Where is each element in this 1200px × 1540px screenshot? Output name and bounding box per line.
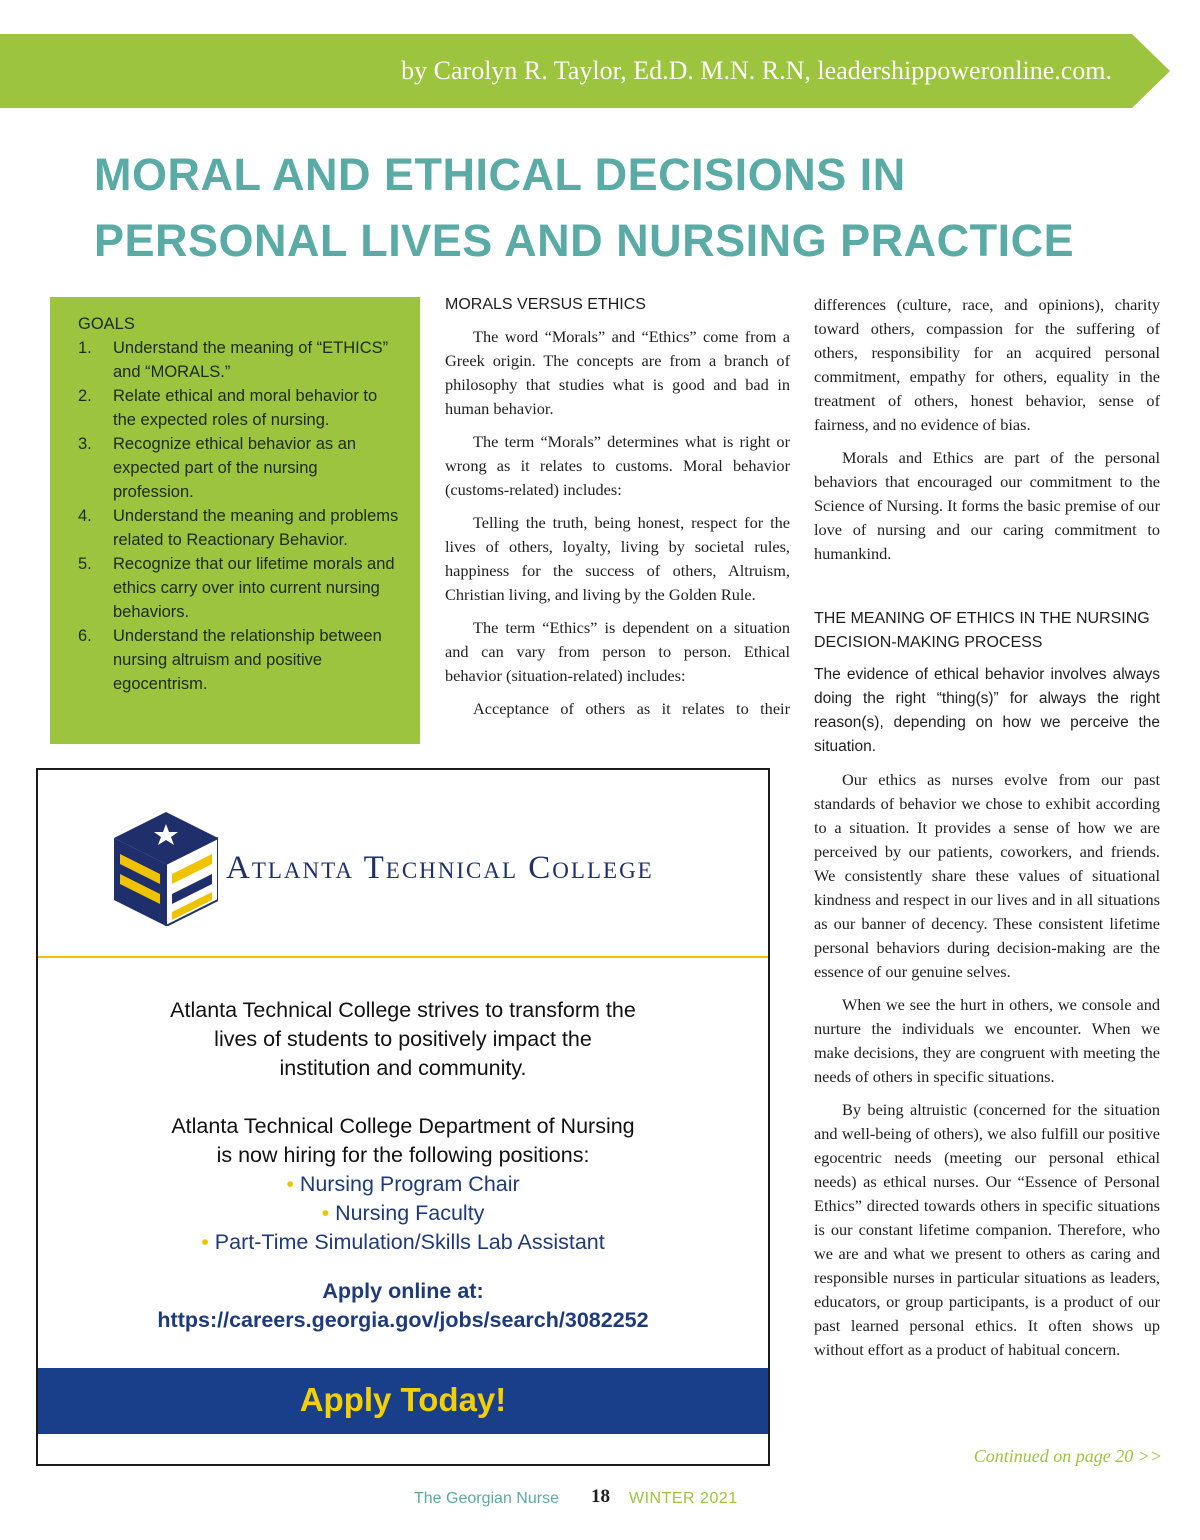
issue-date: WINTER 2021 (629, 1490, 738, 1507)
article-title-line-2: PERSONAL LIVES AND NURSING PRACTICE (94, 215, 1075, 266)
body-paragraph: Morals and Ethics are part of the personal behaviors that encouraged our commitment to the Science of Nursing. It forms the basic premise of our love of nursing and our caring commitment to humankind. (814, 448, 1160, 563)
goal-text: Understand the relationship between nursing altruism and positive egocentrism. (113, 627, 382, 693)
goal-item (78, 624, 402, 696)
ad-divider (38, 956, 768, 958)
mission-line: institution and community. (279, 1056, 527, 1080)
goal-number: 3. (78, 435, 92, 453)
college-name: Atlanta Technical College (226, 850, 654, 886)
bullet-icon: • (286, 1172, 294, 1196)
goal-item (78, 432, 402, 504)
college-logo-icon (114, 812, 218, 926)
hiring-line: is now hiring for the following positions: (216, 1143, 590, 1167)
author-byline: by Carolyn R. Taylor, Ed.D. M.N. R.N, leadershippoweronline.com. (401, 56, 1112, 85)
page-footer (0, 1486, 1200, 1514)
bullet-icon: • (321, 1201, 330, 1225)
body-paragraph: Our ethics as nurses evolve from our past standards of behavior we chose to exhibit according to a situation. It provides a sense of how we are perceived by our patients, coworkers, and friends. We consistently share these values of situational kindness and respect in our lives and in all situations as our banner of decency. These consistent lifetime personal behaviors during decision-making are the essence of our genuine selves. (814, 770, 1160, 981)
body-paragraph: Acceptance of others as it relates to their (473, 699, 790, 718)
position-item: • Nursing Faculty (321, 1201, 485, 1225)
goal-number: 2. (78, 387, 92, 405)
goal-number: 4. (78, 507, 92, 525)
right-column (814, 293, 1160, 1371)
goal-text: Relate ethical and moral behavior to the expected roles of nursing. (113, 387, 378, 429)
body-paragraph: By being altruistic (concerned for the situation and well-being of others), we also fulfill our positive egocentric needs (meeting our personal ethical needs) as ethical nurses. Our “Essence of Personal Ethics” directed towards others in specific situations is our constant lifetime companion. Therefore, who we are and what we present to others as caring and responsible nurses in particular situations as leaders, educators, or group participants, is a product of our past learned personal ethics. It often shows up without effort as a product of habitual concern. (814, 1100, 1160, 1359)
article-title-line-1: MORAL AND ETHICAL DECISIONS IN (94, 149, 906, 200)
goal-number: 1. (78, 339, 92, 357)
mission-line: Atlanta Technical College strives to transform the (170, 998, 636, 1022)
goal-number: 5. (78, 555, 92, 573)
publication-name: The Georgian Nurse (414, 1490, 559, 1507)
goals-heading: GOALS (78, 315, 135, 333)
apply-today-banner: Apply Today! (38, 1368, 768, 1434)
goal-item (78, 552, 402, 624)
atlanta-technical-college-ad (36, 768, 770, 1466)
section-heading-meaning-of-ethics: THE MEANING OF ETHICS IN THE NURSING DECISION-MAKING PROCESS (814, 610, 1150, 651)
apply-label: Apply online at: (322, 1279, 484, 1303)
position-item: • Nursing Program Chair (286, 1172, 520, 1196)
goal-item (78, 384, 402, 432)
goal-text: Understand the meaning and problems related to Reactionary Behavior. (113, 507, 399, 549)
body-paragraph: The term “Ethics” is dependent on a situation and can vary from person to person. Ethical behavior (situation-related) includes: (445, 618, 790, 685)
goal-item (78, 336, 402, 384)
body-paragraph: When we see the hurt in others, we console and nurture the individuals we encounter. When we make decisions, they are congruent with meeting the needs of others in specific situations. (814, 995, 1160, 1086)
apply-url-link[interactable]: https://careers.georgia.gov/jobs/search/3082252 (157, 1308, 649, 1332)
bullet-icon: • (201, 1230, 209, 1254)
article-title (94, 142, 1154, 274)
body-paragraph: differences (culture, race, and opinions), charity toward others, compassion for the suffering of others, responsibility for an acquired personal commitment, empathy for others, equality in the treatment of others, honest behavior, sense of fairness, and no evidence of bias. (814, 295, 1160, 434)
section-heading-morals-vs-ethics: MORALS VERSUS ETHICS (445, 296, 646, 313)
goal-number: 6. (78, 627, 92, 645)
goal-item (78, 504, 402, 552)
body-paragraph: The term “Morals” determines what is right or wrong as it relates to customs. Moral behavior (customs-related) includes: (445, 432, 790, 499)
hiring-line: Atlanta Technical College Department of Nursing (171, 1114, 635, 1138)
page-number: 18 (591, 1486, 610, 1507)
continued-note: Continued on page 20 >> (973, 1446, 1162, 1466)
goal-text: Recognize ethical behavior as an expected part of the nursing profession. (113, 435, 357, 501)
middle-column (445, 293, 790, 730)
body-paragraph: The word “Morals” and “Ethics” come from a Greek origin. The concepts are from a branch of philosophy that studies what is good and bad in human behavior. (445, 327, 790, 418)
body-paragraph: Telling the truth, being honest, respect for the lives of others, loyalty, living by societal rules, happiness for the success of others, Altruism, Christian living, and living by the Golden Rule. (445, 513, 790, 604)
byline-banner (0, 34, 1172, 108)
goal-text: Understand the meaning of “ETHICS” and “MORALS.” (113, 339, 389, 381)
position-item: • Part-Time Simulation/Skills Lab Assistant (201, 1230, 605, 1254)
ad-body (38, 996, 768, 1335)
goal-text: Recognize that our lifetime morals and ethics carry over into current nursing behaviors. (113, 555, 395, 621)
body-paragraph: The evidence of ethical behavior involves always doing the right “thing(s)” for always the right reason(s), depending on how we perceive the situation. (814, 666, 1160, 755)
goals-box (50, 297, 420, 744)
mission-line: lives of students to positively impact the (214, 1027, 592, 1051)
